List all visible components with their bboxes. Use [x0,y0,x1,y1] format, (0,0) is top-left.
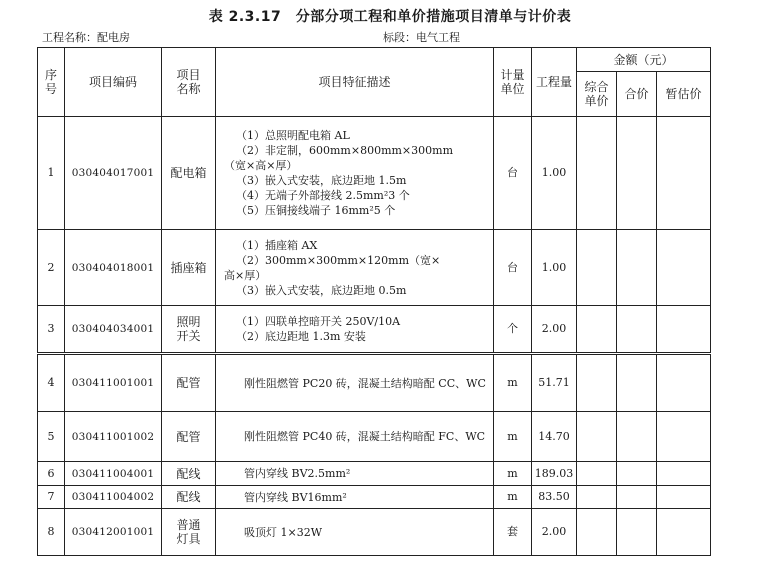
desc-line: （2）非定制，600mm×800mm×300mm [236,144,454,157]
row-qty: 189.03 [532,462,577,486]
row-unit-price [577,509,617,556]
row-provisional [657,412,711,462]
row-desc: 管内穿线 BV16mm² [216,486,494,509]
row-unit-price [577,306,617,354]
row-total [617,354,657,412]
row-unit: m [494,462,532,486]
header-name: 项目名称 [162,48,216,117]
row-unit: m [494,486,532,509]
header-provisional: 暂估价 [657,72,711,117]
row-seq: 1 [38,117,65,230]
desc-line: 高×厚） [224,268,267,282]
table-row [38,412,711,462]
table-title: 表 2.3.17 分部分项工程和单价措施项目清单与计价表 [208,9,572,25]
row-provisional [657,230,711,306]
project-name: 工程名称：配电房 [42,31,130,44]
desc-line: （1）四联单控暗开关 250V/10A [236,315,401,328]
row-unit-price [577,230,617,306]
row-name: 照明开关 [162,306,216,354]
row-name: 配管 [162,412,216,462]
table-row [38,509,711,556]
row-provisional [657,462,711,486]
header-amount: 金额（元） [577,48,711,72]
row-unit: 套 [494,509,532,556]
row-qty: 2.00 [532,509,577,556]
table-row [38,486,711,509]
desc-line: （1）总照明配电箱 AL [236,129,350,142]
row-name: 配电箱 [162,117,216,230]
row-unit-price [577,462,617,486]
desc-line: （1）插座箱 AX [236,238,318,252]
row-desc: 刚性阻燃管 PC20 砖，混凝土结构暗配 CC、WC [216,354,494,412]
header-seq: 序号 [38,48,65,117]
row-name: 插座箱 [162,230,216,306]
table-row [38,230,711,306]
header-total: 合价 [617,72,657,117]
row-total [617,509,657,556]
row-code: 030411001001 [65,354,162,412]
row-provisional [657,117,711,230]
desc-line: （5）压铜接线端子 16mm²5 个 [236,204,396,217]
desc-line: （3）嵌入式安装，底边距地 0.5m [236,283,407,297]
row-unit: 台 [494,117,532,230]
row-desc [216,230,494,306]
header-code: 项目编码 [65,48,162,117]
row-total [617,117,657,230]
row-unit-price [577,412,617,462]
desc-line: （2）底边距地 1.3m 安装 [236,330,366,343]
row-code: 030412001001 [65,509,162,556]
header-desc: 项目特征描述 [216,48,494,117]
row-name: 配线 [162,486,216,509]
row-unit: m [494,412,532,462]
row-unit-price [577,117,617,230]
row-qty: 1.00 [532,117,577,230]
row-seq: 8 [38,509,65,556]
row-total [617,306,657,354]
row-provisional [657,509,711,556]
section-name: 标段：电气工程 [383,31,460,44]
header-qty: 工程量 [532,48,577,117]
row-code: 030404017001 [65,117,162,230]
table-row [38,117,711,230]
header-row-1 [38,48,711,72]
row-desc [216,306,494,354]
desc-line: （3）嵌入式安装，底边距地 1.5m [236,174,407,187]
row-qty: 1.00 [532,230,577,306]
desc-line: （2）300mm×300mm×120mm（宽× [236,253,441,267]
row-unit-price [577,486,617,509]
desc-line: （4）无端子外部接线 2.5mm²3 个 [236,189,410,202]
row-seq: 5 [38,412,65,462]
table-row [38,306,711,354]
table-row [38,462,711,486]
row-qty: 14.70 [532,412,577,462]
row-qty: 83.50 [532,486,577,509]
row-desc: 刚性阻燃管 PC40 砖，混凝土结构暗配 FC、WC [216,412,494,462]
row-seq: 6 [38,462,65,486]
row-seq: 3 [38,306,65,354]
table-row [38,354,711,412]
row-total [617,412,657,462]
row-seq: 4 [38,354,65,412]
row-total [617,230,657,306]
row-code: 030404018001 [65,230,162,306]
row-code: 030411004002 [65,486,162,509]
row-unit-price [577,354,617,412]
row-unit: m [494,354,532,412]
row-unit: 个 [494,306,532,354]
row-name: 配线 [162,462,216,486]
row-qty: 2.00 [532,306,577,354]
row-provisional [657,306,711,354]
row-seq: 2 [38,230,65,306]
row-code: 030404034001 [65,306,162,354]
header-unit-price: 综合单价 [577,72,617,117]
row-total [617,462,657,486]
row-provisional [657,486,711,509]
row-provisional [657,354,711,412]
row-name: 配管 [162,354,216,412]
row-desc: 吸顶灯 1×32W [216,509,494,556]
row-qty: 51.71 [532,354,577,412]
row-unit: 台 [494,230,532,306]
pricing-table [37,47,711,556]
row-desc [216,117,494,230]
desc-line: （宽×高×厚） [224,159,298,172]
row-code: 030411001002 [65,412,162,462]
row-desc: 管内穿线 BV2.5mm² [216,462,494,486]
row-seq: 7 [38,486,65,509]
header-unit: 计量单位 [494,48,532,117]
row-code: 030411004001 [65,462,162,486]
row-total [617,486,657,509]
row-name: 普通灯具 [162,509,216,556]
